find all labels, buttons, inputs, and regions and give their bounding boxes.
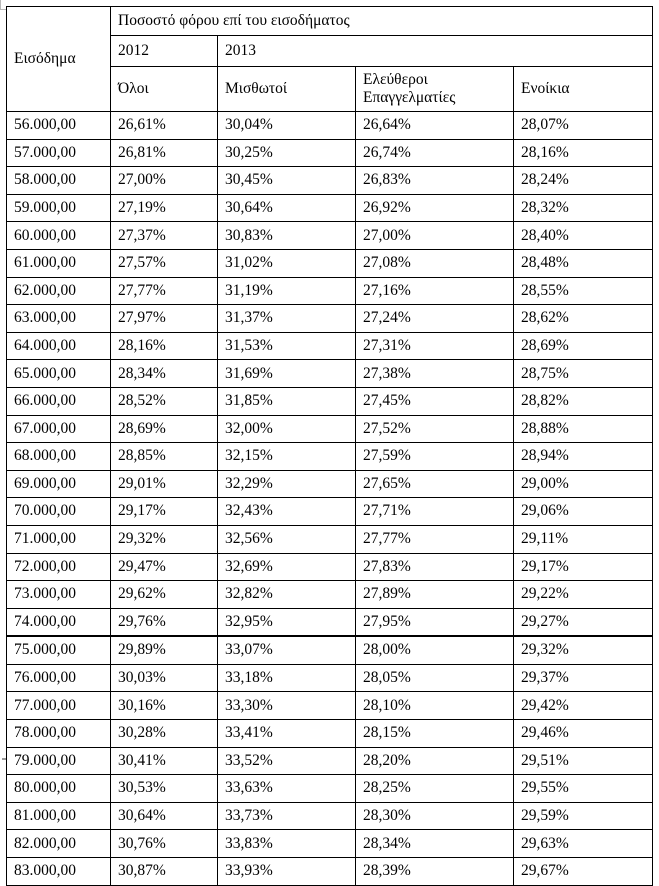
cell-rate-rent: 29,42% — [514, 692, 653, 720]
cell-income: 80.000,00 — [7, 775, 111, 803]
table-row — [7, 498, 653, 526]
cell-rate-freelance: 27,24% — [356, 305, 514, 333]
table-row — [7, 249, 653, 277]
cell-rate-freelance: 28,30% — [356, 802, 514, 830]
cell-income: 71.000,00 — [7, 525, 111, 553]
cell-income: 64.000,00 — [7, 332, 111, 360]
cell-rate-salaried: 32,69% — [218, 553, 356, 581]
cell-rate-all: 27,00% — [111, 167, 218, 195]
cell-rate-all: 29,62% — [111, 581, 218, 609]
table-row — [7, 305, 653, 333]
table-row — [7, 830, 653, 858]
cell-income: 58.000,00 — [7, 167, 111, 195]
cell-rate-rent: 29,17% — [514, 553, 653, 581]
table-row — [7, 608, 653, 636]
cell-rate-freelance: 27,52% — [356, 415, 514, 443]
table-row — [7, 415, 653, 443]
cell-rate-rent: 29,22% — [514, 581, 653, 609]
cell-rate-all: 29,47% — [111, 553, 218, 581]
cell-rate-all: 26,81% — [111, 139, 218, 167]
table-header — [7, 7, 653, 112]
cell-income: 68.000,00 — [7, 443, 111, 471]
header-row-title — [7, 7, 653, 36]
cell-rate-freelance: 27,16% — [356, 277, 514, 305]
cell-rate-all: 28,85% — [111, 443, 218, 471]
cell-rate-salaried: 33,63% — [218, 775, 356, 803]
cell-income: 66.000,00 — [7, 387, 111, 415]
table-row — [7, 858, 653, 886]
column-header-salaried: Μισθωτοί — [218, 67, 356, 112]
cell-rate-freelance: 28,10% — [356, 692, 514, 720]
cell-rate-rent: 29,59% — [514, 802, 653, 830]
cell-rate-freelance: 27,95% — [356, 608, 514, 636]
table-row — [7, 525, 653, 553]
table-row — [7, 636, 653, 664]
cell-rate-salaried: 30,45% — [218, 167, 356, 195]
cell-rate-freelance: 28,34% — [356, 830, 514, 858]
cell-rate-rent: 29,00% — [514, 470, 653, 498]
cell-rate-salaried: 32,95% — [218, 608, 356, 636]
cell-income: 79.000,00 — [7, 747, 111, 775]
cell-rate-rent: 29,37% — [514, 664, 653, 692]
column-header-income: Εισόδημα — [7, 7, 111, 112]
cell-rate-rent: 29,11% — [514, 525, 653, 553]
cell-rate-all: 28,16% — [111, 332, 218, 360]
cell-rate-salaried: 30,04% — [218, 112, 356, 140]
cell-rate-freelance: 28,15% — [356, 720, 514, 748]
cell-income: 81.000,00 — [7, 802, 111, 830]
cell-rate-all: 30,28% — [111, 720, 218, 748]
cell-rate-rent: 28,40% — [514, 222, 653, 250]
cell-rate-all: 28,52% — [111, 387, 218, 415]
cell-income: 60.000,00 — [7, 222, 111, 250]
cell-rate-salaried: 33,07% — [218, 636, 356, 664]
cell-rate-all: 30,53% — [111, 775, 218, 803]
cell-income: 75.000,00 — [7, 636, 111, 664]
cell-rate-salaried: 33,93% — [218, 858, 356, 886]
cell-rate-freelance: 26,64% — [356, 112, 514, 140]
cell-rate-freelance: 27,71% — [356, 498, 514, 526]
cell-rate-freelance: 28,05% — [356, 664, 514, 692]
table-body — [7, 112, 653, 886]
cell-income: 76.000,00 — [7, 664, 111, 692]
column-header-freelance-line-2: Επαγγελματίες — [363, 89, 456, 106]
column-header-all: Όλοι — [111, 67, 218, 112]
cell-rate-all: 27,97% — [111, 305, 218, 333]
cell-rate-all: 29,01% — [111, 470, 218, 498]
cell-rate-all: 30,03% — [111, 664, 218, 692]
table-row — [7, 802, 653, 830]
cell-rate-salaried: 32,82% — [218, 581, 356, 609]
cell-rate-rent: 28,88% — [514, 415, 653, 443]
cell-rate-rent: 29,32% — [514, 636, 653, 664]
cell-rate-all: 30,64% — [111, 802, 218, 830]
cell-rate-all: 30,16% — [111, 692, 218, 720]
cell-rate-rent: 28,62% — [514, 305, 653, 333]
cell-rate-all: 27,37% — [111, 222, 218, 250]
cell-rate-salaried: 33,52% — [218, 747, 356, 775]
cell-rate-freelance: 27,89% — [356, 581, 514, 609]
cell-income: 73.000,00 — [7, 581, 111, 609]
cell-rate-salaried: 31,02% — [218, 249, 356, 277]
cell-rate-rent: 29,27% — [514, 608, 653, 636]
table-row — [7, 194, 653, 222]
cell-rate-salaried: 33,41% — [218, 720, 356, 748]
cell-rate-all: 27,19% — [111, 194, 218, 222]
column-header-rent: Ενοίκια — [514, 67, 653, 112]
column-header-freelance — [356, 67, 514, 112]
cell-income: 59.000,00 — [7, 194, 111, 222]
cell-rate-rent: 28,75% — [514, 360, 653, 388]
table-row — [7, 581, 653, 609]
table-row — [7, 747, 653, 775]
cell-rate-freelance: 28,25% — [356, 775, 514, 803]
cell-rate-all: 26,61% — [111, 112, 218, 140]
cell-rate-freelance: 27,38% — [356, 360, 514, 388]
cell-rate-all: 29,76% — [111, 608, 218, 636]
cell-rate-all: 30,76% — [111, 830, 218, 858]
cell-rate-freelance: 26,83% — [356, 167, 514, 195]
cell-income: 61.000,00 — [7, 249, 111, 277]
table-row — [7, 692, 653, 720]
cell-rate-rent: 28,32% — [514, 194, 653, 222]
table-row — [7, 387, 653, 415]
cell-rate-all: 28,69% — [111, 415, 218, 443]
cell-income: 56.000,00 — [7, 112, 111, 140]
cell-rate-salaried: 30,64% — [218, 194, 356, 222]
cell-income: 65.000,00 — [7, 360, 111, 388]
cell-income: 69.000,00 — [7, 470, 111, 498]
cell-rate-salaried: 31,19% — [218, 277, 356, 305]
cell-rate-salaried: 31,37% — [218, 305, 356, 333]
cell-rate-freelance: 27,65% — [356, 470, 514, 498]
cell-rate-salaried: 33,73% — [218, 802, 356, 830]
cell-income: 74.000,00 — [7, 608, 111, 636]
cell-income: 70.000,00 — [7, 498, 111, 526]
cell-rate-salaried: 33,83% — [218, 830, 356, 858]
cell-rate-freelance: 26,74% — [356, 139, 514, 167]
cell-rate-rent: 29,67% — [514, 858, 653, 886]
cell-income: 83.000,00 — [7, 858, 111, 886]
table-row — [7, 470, 653, 498]
cell-rate-rent: 28,82% — [514, 387, 653, 415]
cell-rate-all: 30,41% — [111, 747, 218, 775]
table-row — [7, 443, 653, 471]
cell-income: 57.000,00 — [7, 139, 111, 167]
table-row — [7, 112, 653, 140]
cell-rate-rent: 28,94% — [514, 443, 653, 471]
cell-rate-freelance: 27,31% — [356, 332, 514, 360]
table-row — [7, 139, 653, 167]
cell-rate-rent: 29,46% — [514, 720, 653, 748]
cell-income: 77.000,00 — [7, 692, 111, 720]
table-row — [7, 664, 653, 692]
cell-rate-freelance: 28,20% — [356, 747, 514, 775]
cell-rate-rent: 29,51% — [514, 747, 653, 775]
cell-rate-rent: 28,16% — [514, 139, 653, 167]
table-row — [7, 167, 653, 195]
column-header-year-2013: 2013 — [218, 36, 653, 67]
column-header-freelance-line-1: Ελεύθεροι — [363, 71, 428, 89]
cell-rate-freelance: 27,59% — [356, 443, 514, 471]
table-row — [7, 332, 653, 360]
cell-rate-freelance: 26,92% — [356, 194, 514, 222]
cell-rate-rent: 28,55% — [514, 277, 653, 305]
cell-rate-salaried: 32,00% — [218, 415, 356, 443]
cell-rate-salaried: 31,69% — [218, 360, 356, 388]
cell-rate-rent: 28,07% — [514, 112, 653, 140]
table-row — [7, 277, 653, 305]
table-row — [7, 222, 653, 250]
cell-rate-freelance: 28,39% — [356, 858, 514, 886]
cell-rate-rent: 28,69% — [514, 332, 653, 360]
cell-rate-freelance: 27,08% — [356, 249, 514, 277]
cell-rate-all: 29,32% — [111, 525, 218, 553]
table-row — [7, 775, 653, 803]
cell-rate-salaried: 32,56% — [218, 525, 356, 553]
cell-income: 62.000,00 — [7, 277, 111, 305]
cell-rate-all: 29,89% — [111, 636, 218, 664]
cell-rate-freelance: 27,83% — [356, 553, 514, 581]
income-tax-rate-table — [6, 6, 653, 886]
cell-income: 72.000,00 — [7, 553, 111, 581]
cell-rate-salaried: 32,43% — [218, 498, 356, 526]
cell-income: 78.000,00 — [7, 720, 111, 748]
cell-rate-salaried: 30,83% — [218, 222, 356, 250]
cell-rate-salaried: 31,85% — [218, 387, 356, 415]
cell-rate-salaried: 30,25% — [218, 139, 356, 167]
cell-rate-all: 29,17% — [111, 498, 218, 526]
cell-rate-all: 27,57% — [111, 249, 218, 277]
column-header-year-2012: 2012 — [111, 36, 218, 67]
cell-rate-freelance: 28,00% — [356, 636, 514, 664]
cell-rate-rent: 29,06% — [514, 498, 653, 526]
cell-rate-freelance: 27,00% — [356, 222, 514, 250]
cell-income: 63.000,00 — [7, 305, 111, 333]
cell-rate-salaried: 32,29% — [218, 470, 356, 498]
cell-rate-rent: 28,48% — [514, 249, 653, 277]
cell-income: 82.000,00 — [7, 830, 111, 858]
cell-rate-freelance: 27,77% — [356, 525, 514, 553]
table-row — [7, 360, 653, 388]
cell-income: 67.000,00 — [7, 415, 111, 443]
cell-rate-salaried: 33,30% — [218, 692, 356, 720]
cell-rate-all: 27,77% — [111, 277, 218, 305]
table-title: Ποσοστό φόρου επί του εισοδήματος — [111, 7, 653, 36]
cell-rate-all: 28,34% — [111, 360, 218, 388]
cell-rate-rent: 28,24% — [514, 167, 653, 195]
cell-rate-salaried: 32,15% — [218, 443, 356, 471]
cell-rate-rent: 29,55% — [514, 775, 653, 803]
table-row — [7, 720, 653, 748]
cell-rate-salaried: 33,18% — [218, 664, 356, 692]
cell-rate-salaried: 31,53% — [218, 332, 356, 360]
cell-rate-freelance: 27,45% — [356, 387, 514, 415]
table-row — [7, 553, 653, 581]
cell-rate-rent: 29,63% — [514, 830, 653, 858]
cell-rate-all: 30,87% — [111, 858, 218, 886]
